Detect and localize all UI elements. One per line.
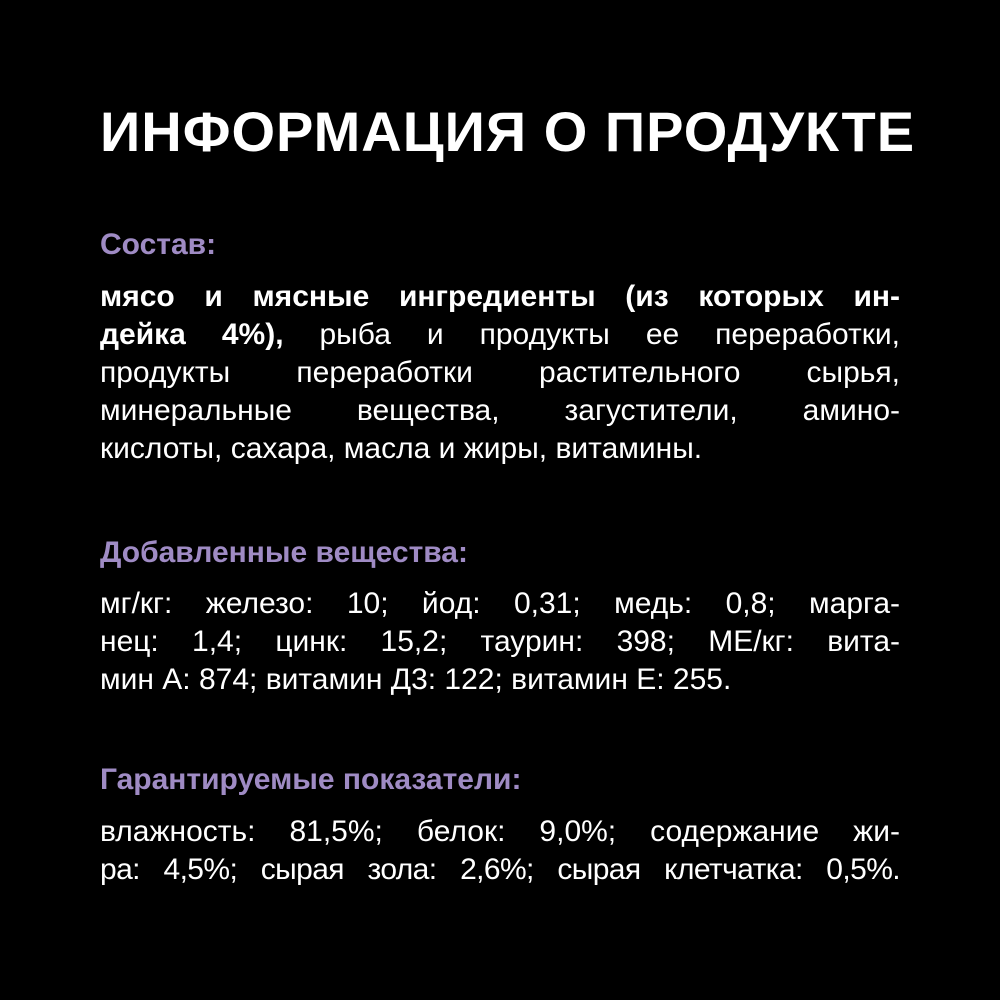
composition-line — [100, 316, 900, 354]
composition-line-regular: минеральные вещества, загустители, амино- — [100, 394, 900, 427]
guaranteed-heading: Гарантируемые показатели: — [100, 763, 522, 796]
composition-line — [100, 278, 900, 316]
composition-line-bold: дейка 4%), — [100, 318, 284, 351]
composition-line-regular: продукты переработки растительного сырья, — [100, 356, 900, 389]
composition-line — [100, 430, 900, 468]
composition-line — [100, 392, 900, 430]
composition-line — [100, 354, 900, 392]
guaranteed-line: ра: 4,5%; сырая зола: 2,6%; сырая клетчатка: 0,5%. — [100, 853, 900, 886]
additives-line: мг/кг: железо: 10; йод: 0,31; медь: 0,8; марга- — [100, 587, 900, 620]
guaranteed-text — [100, 813, 900, 889]
additives-heading: Добавленные вещества: — [100, 536, 468, 569]
additives-text — [100, 585, 900, 699]
additives-line: нец: 1,4; цинк: 15,2; таурин: 398; МЕ/кг: вита- — [100, 625, 900, 658]
additives-line: мин А: 874; витамин Д3: 122; витамин Е: 255. — [100, 663, 732, 696]
composition-line-bold: мясо и мясные ингредиенты (из которых ин- — [100, 280, 900, 313]
composition-line-regular: рыба и продукты ее переработки, — [283, 318, 900, 351]
composition-line-regular: кислоты, сахара, масла и жиры, витамины. — [100, 432, 703, 465]
composition-heading: Состав: — [100, 228, 217, 261]
composition-text — [100, 278, 900, 468]
page-title: ИНФОРМАЦИЯ О ПРОДУКТЕ — [100, 100, 916, 163]
guaranteed-line: влажность: 81,5%; белок: 9,0%; содержание жи- — [100, 815, 900, 848]
